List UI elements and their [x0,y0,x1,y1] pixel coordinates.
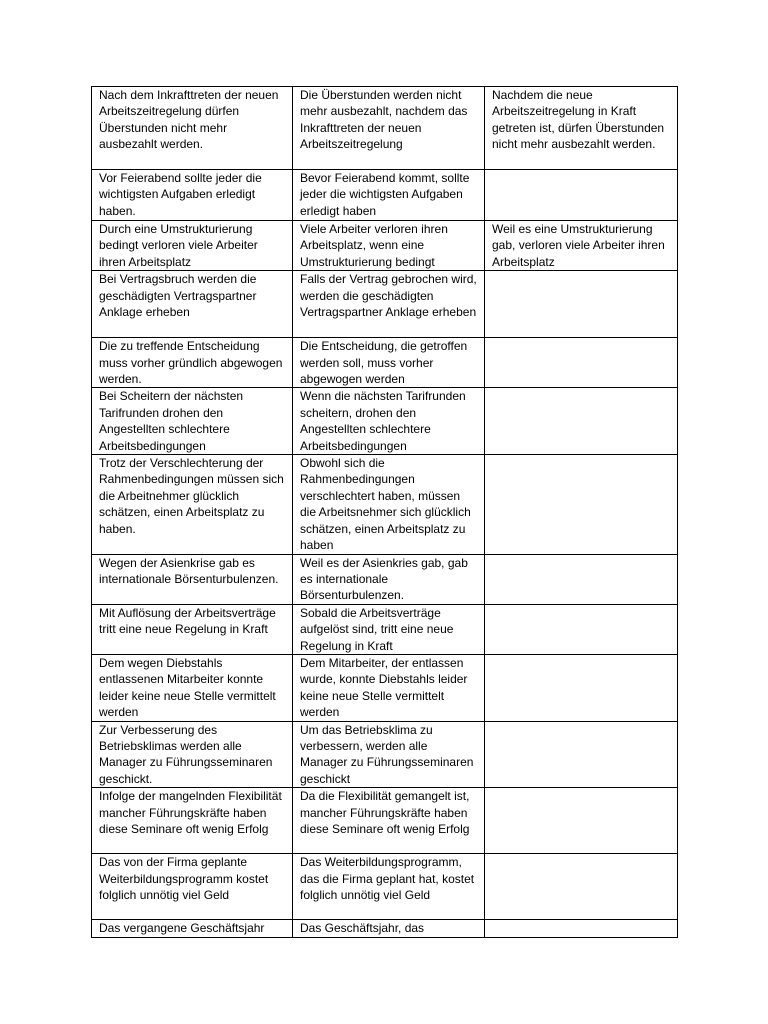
table-row [92,788,678,854]
table-cell-original: Vor Feierabend sollte jeder die wichtigsten Aufgaben erledigt haben. [92,170,293,221]
table-cell-rewrite: Da die Flexibilität gemangelt ist, mancher Führungskräfte haben diese Seminare oft wenig Erfolg [293,788,485,854]
table-row [92,554,678,604]
table-cell-rewrite: Viele Arbeiter verloren ihren Arbeitsplatz, wenn eine Umstrukturierung bedingt [293,221,485,271]
table-row [92,271,678,338]
table-cell-correction [485,654,678,721]
table-cell-original: Dem wegen Diebstahls entlassenen Mitarbeiter konnte leider keine neue Stelle vermittelt werden [92,654,293,721]
table-cell-original: Nach dem Inkrafttreten der neuen Arbeitszeitregelung dürfen Überstunden nicht mehr ausbezahlt werden. [92,87,293,170]
table-cell-original: Bei Scheitern der nächsten Tarifrunden drohen den Angestellten schlechtere Arbeitsbedingungen [92,388,293,455]
table-cell-rewrite: Wenn die nächsten Tarifrunden scheitern, drohen den Angestellten schlechtere Arbeitsbedingungen [293,388,485,455]
table-cell-correction [485,388,678,455]
table-cell-rewrite: Die Überstunden werden nicht mehr ausbezahlt, nachdem das Inkrafttreten der neuen Arbeitszeitregelung [293,87,485,170]
table-cell-original: Durch eine Umstrukturierung bedingt verloren viele Arbeiter ihren Arbeitsplatz [92,221,293,271]
table-cell-rewrite: Obwohl sich die Rahmenbedingungen verschlechtert haben, müssen die Arbeitsnehmer sich glücklich schätzen, einen Arbeitsplatz zu haben [293,455,485,554]
table-row [92,87,678,170]
table-cell-correction [485,854,678,920]
table-cell-rewrite: Weil es der Asienkries gab, gab es internationale Börsenturbulenzen. [293,554,485,604]
table-cell-rewrite: Das Geschäftsjahr, das [293,920,485,938]
table-cell-rewrite: Bevor Feierabend kommt, sollte jeder die wichtigsten Aufgaben erledigt haben [293,170,485,221]
table-cell-original: Zur Verbesserung des Betriebsklimas werden alle Manager zu Führungsseminaren geschickt. [92,721,293,788]
table-cell-original: Wegen der Asienkrise gab es internationale Börsenturbulenzen. [92,554,293,604]
table-cell-rewrite: Um das Betriebsklima zu verbessern, werden alle Manager zu Führungsseminaren geschickt [293,721,485,788]
table-cell-correction [485,271,678,338]
table-cell-original: Mit Auflösung der Arbeitsverträge tritt eine neue Regelung in Kraft [92,604,293,654]
table-row [92,338,678,388]
sentence-transformation-table [91,86,678,938]
table-cell-original: Die zu treffende Entscheidung muss vorher gründlich abgewogen werden. [92,338,293,388]
table-row [92,920,678,938]
table-cell-rewrite: Sobald die Arbeitsverträge aufgelöst sind, tritt eine neue Regelung in Kraft [293,604,485,654]
table-cell-rewrite: Die Entscheidung, die getroffen werden soll, muss vorher abgewogen werden [293,338,485,388]
table-cell-rewrite: Falls der Vertrag gebrochen wird, werden die geschädigten Vertragspartner Anklage erheben [293,271,485,338]
table-cell-correction [485,721,678,788]
table-cell-correction [485,604,678,654]
table-cell-correction: Weil es eine Umstrukturierung gab, verloren viele Arbeiter ihren Arbeitsplatz [485,221,678,271]
table-cell-correction [485,554,678,604]
table-row [92,604,678,654]
table-cell-correction [485,170,678,221]
table-row [92,170,678,221]
table-cell-rewrite: Das Weiterbildungsprogramm, das die Firma geplant hat, kostet folglich unnötig viel Geld [293,854,485,920]
table-cell-correction [485,338,678,388]
table-cell-original: Das von der Firma geplante Weiterbildungsprogramm kostet folglich unnötig viel Geld [92,854,293,920]
table-row [92,388,678,455]
table-cell-original: Bei Vertragsbruch werden die geschädigten Vertragspartner Anklage erheben [92,271,293,338]
table-cell-rewrite: Dem Mitarbeiter, der entlassen wurde, konnte Diebstahls leider keine neue Stelle vermittelt werden [293,654,485,721]
table-row [92,455,678,554]
table-cell-original: Das vergangene Geschäftsjahr [92,920,293,938]
table-cell-original: Trotz der Verschlechterung der Rahmenbedingungen müssen sich die Arbeitnehmer glücklich schätzen, einen Arbeitsplatz zu haben. [92,455,293,554]
table-cell-original: Infolge der mangelnden Flexibilität mancher Führungskräfte haben diese Seminare oft wenig Erfolg [92,788,293,854]
table-row [92,221,678,271]
table-cell-correction [485,788,678,854]
table-row [92,721,678,788]
table-cell-correction [485,455,678,554]
table-row [92,654,678,721]
table-cell-correction [485,920,678,938]
table-cell-correction: Nachdem die neue Arbeitszeitregelung in Kraft getreten ist, dürfen Überstunden nicht mehr ausbezahlt werden. [485,87,678,170]
table-row [92,854,678,920]
